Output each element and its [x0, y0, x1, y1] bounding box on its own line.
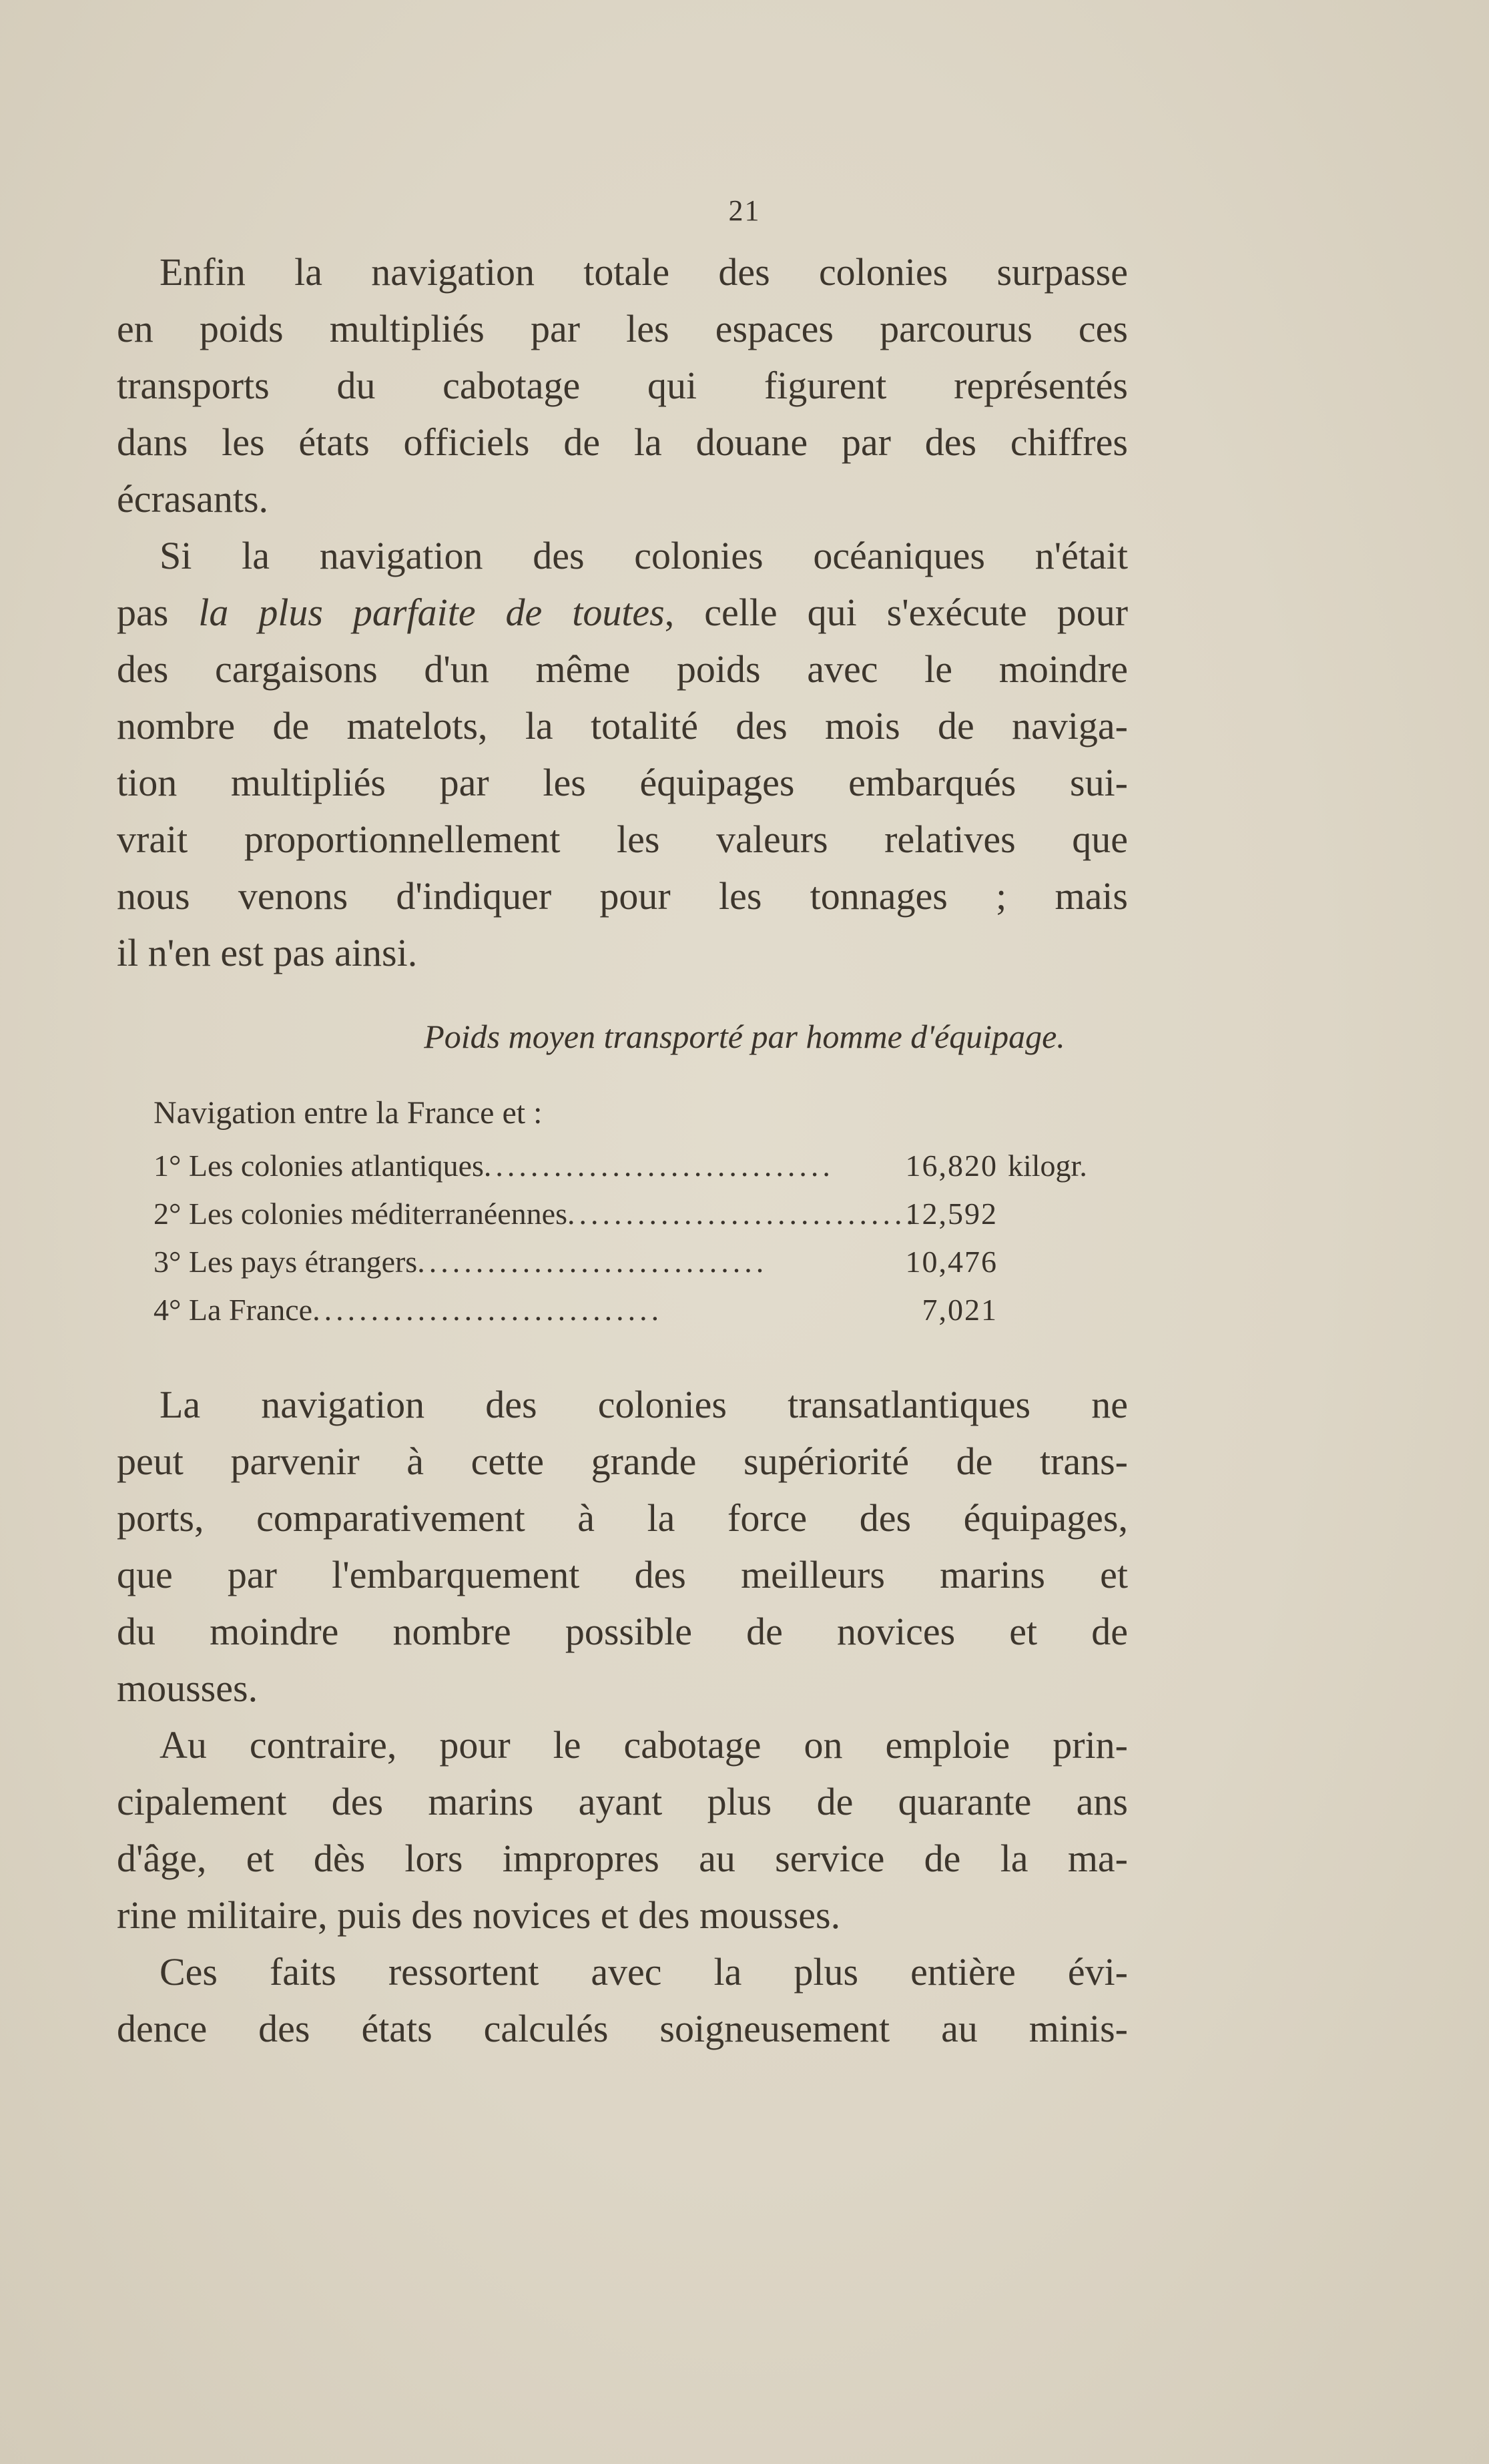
row-label-text: 1° Les colonies atlantiques: [154, 1149, 484, 1183]
weights-table: [154, 1148, 1101, 1340]
paragraph-line-with-italic: [117, 584, 1128, 641]
row-label: [154, 1196, 918, 1231]
table-row: [154, 1148, 1101, 1196]
text-run: , celle qui s'exécute pour: [664, 591, 1129, 634]
row-label: [154, 1292, 821, 1327]
leader-dots: ..............................: [567, 1197, 918, 1231]
leader-dots: ..............................: [483, 1149, 834, 1183]
paragraph-line: dans les états officiels de la douane par des chiffres: [117, 420, 1128, 464]
paragraph-line: tion multipliés par les équipages embarqués sui-: [117, 761, 1128, 804]
paragraph-line: Enfin la navigation totale des colonies surpasse: [160, 250, 1128, 294]
paragraph-line: ports, comparativement à la force des équipages,: [117, 1496, 1128, 1540]
table-row: [154, 1244, 1101, 1292]
paragraph-line: La navigation des colonies transatlantiques ne: [160, 1383, 1128, 1426]
paragraph-line: vrait proportionnellement les valeurs relatives que: [117, 818, 1128, 861]
table-intro: Navigation entre la France et :: [154, 1095, 543, 1131]
paragraph-line: cipalement des marins ayant plus de quarante ans: [117, 1780, 1128, 1823]
table-title: Poids moyen transporté par homme d'équipage.: [424, 1018, 1065, 1055]
row-label-text: 3° Les pays étrangers: [154, 1245, 418, 1279]
row-value: 7,021: [922, 1293, 998, 1327]
paragraph-line: dence des états calculés soigneusement au minis-: [117, 2007, 1128, 2050]
paragraph-line: il n'en est pas ainsi.: [117, 931, 418, 974]
row-label: [154, 1244, 821, 1279]
table-row: [154, 1292, 1101, 1340]
paragraph-line: mousses.: [117, 1666, 258, 1710]
italic-phrase: la plus parfaite de toutes: [198, 591, 665, 634]
paragraph-4: [117, 1717, 1128, 1943]
text-run: pas: [117, 591, 199, 634]
paragraph-line: écrasants.: [117, 477, 269, 521]
paragraph-line: en poids multipliés par les espaces parcourus ces: [117, 307, 1128, 350]
row-unit: kilogr.: [1008, 1149, 1087, 1183]
paragraph-line: du moindre nombre possible de novices et de: [117, 1610, 1128, 1653]
table-row: [154, 1196, 1101, 1244]
paragraph-line: que par l'embarquement des meilleurs marins et: [117, 1553, 1128, 1596]
leader-dots: ..............................: [417, 1245, 768, 1279]
row-value: 12,592: [905, 1197, 998, 1231]
paragraph-2: [117, 527, 1128, 981]
paragraph-line: transports du cabotage qui figurent représentés: [117, 364, 1128, 407]
paragraph-line: Ces faits ressortent avec la plus entière évi-: [160, 1950, 1128, 1993]
paragraph-line: peut parvenir à cette grande supériorité de trans-: [117, 1440, 1128, 1483]
paragraph-line: des cargaisons d'un même poids avec le moindre: [117, 647, 1128, 691]
page-number: 21: [728, 194, 761, 227]
row-label-text: 2° Les colonies méditerranéennes: [154, 1197, 567, 1231]
row-label-text: 4° La France: [154, 1293, 313, 1327]
paragraph-5: [117, 1943, 1128, 2057]
row-label: [154, 1148, 834, 1183]
paragraph-3: [117, 1376, 1128, 1717]
paragraph-line: Si la navigation des colonies océaniques n'était: [160, 534, 1128, 577]
leader-dots: ..............................: [312, 1293, 663, 1327]
row-value: 10,476: [905, 1245, 998, 1279]
paragraph-line: nombre de matelots, la totalité des mois de naviga-: [117, 704, 1128, 747]
paragraph-line: nous venons d'indiquer pour les tonnages ; mais: [117, 874, 1128, 918]
paragraph-1: [117, 244, 1128, 527]
row-value: 16,820: [905, 1149, 998, 1183]
paragraph-line: rine militaire, puis des novices et des mousses.: [117, 1893, 841, 1937]
paragraph-line: d'âge, et dès lors impropres au service de la ma-: [117, 1837, 1128, 1880]
paragraph-line: Au contraire, pour le cabotage on emploie prin-: [160, 1723, 1128, 1767]
